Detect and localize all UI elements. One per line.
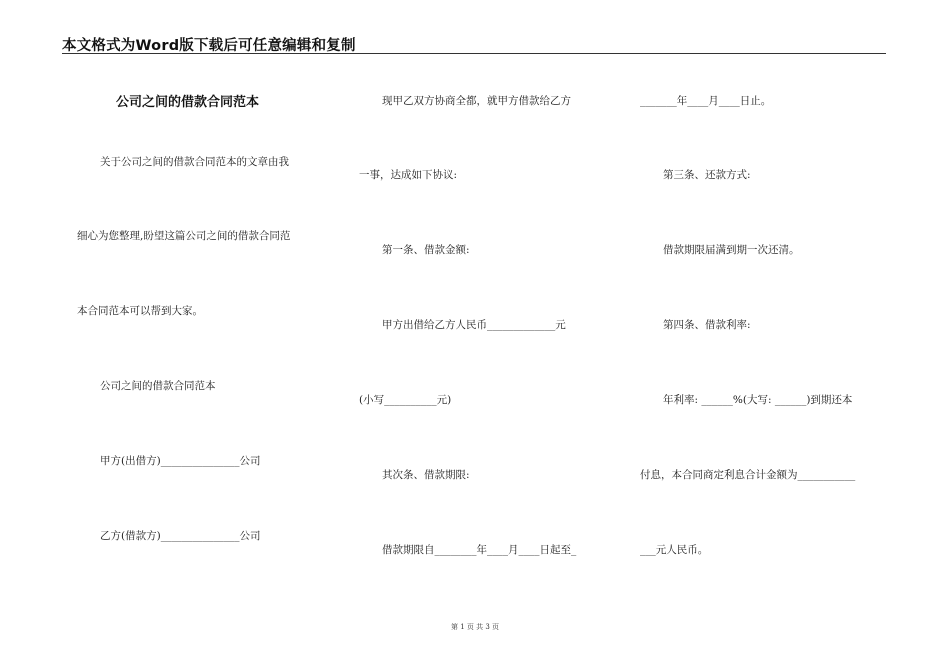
loan-term-line: 借款期限自________年____月____日起至_ [382, 544, 577, 556]
interest-rate-line: 年利率: ______%(大写: ______)到期还本 [663, 394, 853, 406]
clause-heading: 第一条、借款金额: [382, 244, 470, 256]
loan-amount-line: 甲方出借给乙方人民币_____________元 [382, 319, 566, 331]
clause-heading: 其次条、借款期限: [382, 469, 470, 481]
paragraph-line: 一事，达成如下协议: [359, 169, 458, 181]
loan-amount-figures-line: (小写__________元) [359, 394, 452, 406]
party-a-line: 甲方(出借方)_______________公司 [100, 455, 261, 467]
page-indicator: 第 1 页 共 3 页 [450, 623, 500, 631]
section-heading: 公司之间的借款合同范本 [100, 380, 216, 392]
loan-term-end-line: _______年____月____日止。 [640, 95, 772, 107]
header-divider [62, 53, 886, 54]
paragraph-line: 细心为您整理,盼望这篇公司之间的借款合同范 [77, 230, 291, 242]
document-header: 本文格式为Word版下载后可任意编辑和复制 [62, 38, 356, 54]
party-b-line: 乙方(借款方)_______________公司 [100, 530, 261, 542]
clause-heading: 第四条、借款利率: [663, 319, 751, 331]
interest-total-line: 付息，本合同商定利息合计金额为___________ [640, 469, 856, 481]
paragraph-line: 本合同范本可以帮到大家。 [77, 305, 203, 317]
paragraph-line: 借款期限届满到期一次还清。 [663, 244, 800, 256]
paragraph-line: 关于公司之间的借款合同范本的文章由我 [100, 156, 289, 168]
paragraph-line: 现甲乙双方协商全都，就甲方借款给乙方 [382, 95, 571, 107]
interest-currency-line: ___元人民币。 [640, 544, 709, 556]
document-title: 公司之间的借款合同范本 [116, 95, 260, 110]
clause-heading: 第三条、还款方式: [663, 169, 751, 181]
